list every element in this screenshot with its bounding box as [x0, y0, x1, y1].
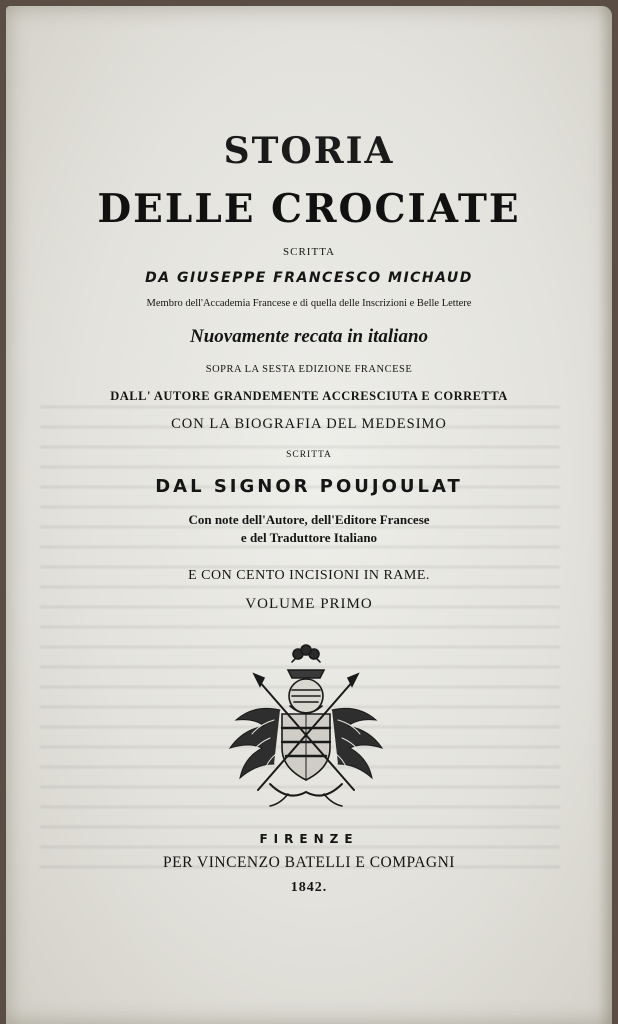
title-page: [6, 6, 612, 1024]
revision-note: DALL' AUTORE GRANDEMENTE ACCRESCIUTA E CORRETTA: [110, 389, 508, 403]
title-line-2: DELLE CROCIATE: [97, 186, 521, 232]
notes-line-1: Con note dell'Autore, dell'Editore Francese: [188, 512, 430, 527]
author-name: DA GIUSEPPE FRANCESCO MICHAUD: [145, 270, 473, 286]
author-membership: Membro dell'Accademia Francese e di quella delle Inscrizioni e Belle Lettere: [146, 298, 472, 309]
imprint-city: FIRENZE: [259, 832, 359, 846]
title-line-1: STORIA: [223, 130, 395, 172]
biography-note: CON LA BIOGRAFIA DEL MEDESIMO: [171, 416, 447, 432]
engravings-note: E CON CENTO INCISIONI IN RAME.: [188, 568, 430, 583]
biographer-name: DAL SIGNOR POUJOULAT: [155, 476, 463, 497]
written-by-label: SCRITTA: [283, 246, 335, 258]
imprint-publisher: PER VINCENZO BATELLI E COMPAGNI: [163, 854, 455, 871]
written-by-label-2: SCRITTA: [286, 450, 332, 460]
heraldic-helmet-emblem-icon: [218, 644, 394, 810]
volume-label: VOLUME PRIMO: [245, 596, 373, 612]
translation-note: Nuovamente recata in italiano: [189, 326, 429, 347]
notes-line-2: e del Traduttore Italiano: [240, 530, 378, 545]
imprint-year: 1842.: [290, 880, 328, 895]
edition-note: SOPRA LA SESTA EDIZIONE FRANCESE: [205, 364, 413, 375]
